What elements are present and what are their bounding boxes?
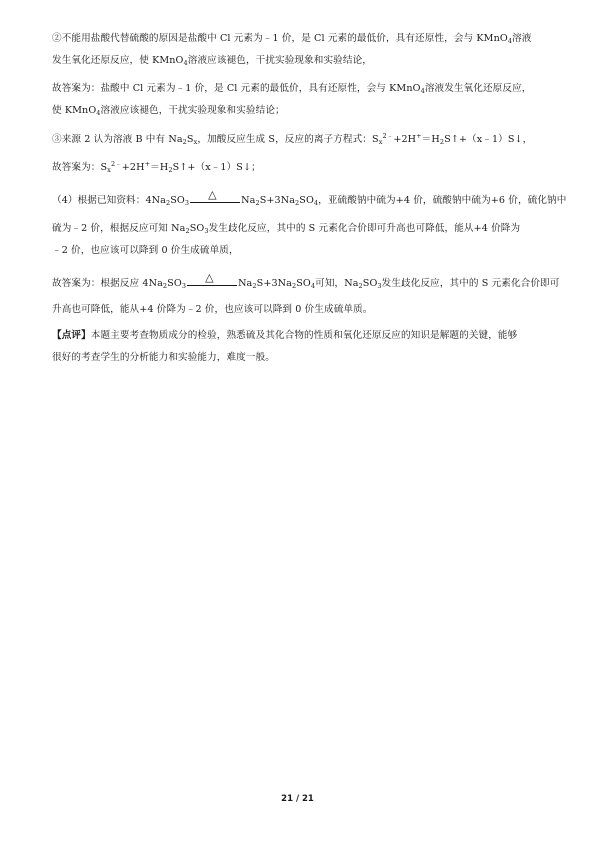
text-segment: 发生歧化反应，其中的 S 元素化合价即可 [381,278,560,289]
text-segment: SO [167,278,182,289]
subscript: 4 [96,109,101,117]
subscript: 2 [255,199,260,207]
superscript: + [144,160,151,168]
text-segment: SO [189,223,205,234]
subscript: 4 [183,59,188,67]
subscript: 4 [310,282,316,290]
text-segment: SO [362,278,378,289]
text-line-4 [52,105,552,117]
subscript: 2 [291,282,297,290]
text-segment: ，亚硫酸钠中硫为+4 价，硫酸钠中硫为+6 价，硫化钠中 [318,195,567,206]
text-segment: （4）根据已知资料：4Na [52,195,166,206]
subscript: 2 [162,282,168,290]
text-segment: 故答案为：S [52,162,108,173]
text-segment: 很好的考查学生的分析能力和实验能力，难度一般。 [52,352,275,363]
text-segment: ＝H [421,134,440,145]
subscript: 4 [507,37,513,45]
text-segment: SO [170,195,185,206]
text-segment: 故答案为：盐酸中 Cl 元素为﹣1 价，是 Cl 元素的最低价，具有还原性，会与 KMnO [52,83,421,94]
reaction-heat-arrow [187,271,237,290]
subscript: x [107,166,111,174]
text-segment: S+3Na [259,195,296,206]
subscript: 4 [313,199,319,207]
text-segment: 溶液应该褪色，干扰实验现象和实验结论； [100,105,285,116]
text-segment: Na [238,278,253,289]
subscript: 2 [295,199,300,207]
reaction-bar [187,285,237,286]
text-segment: S [186,134,194,145]
subscript: 2 [252,282,257,290]
text-segment: +2H [121,162,145,173]
superscript: 2﹣ [382,132,394,140]
reaction-bar [190,202,240,203]
subscript: x [193,138,198,146]
text-line-3 [52,83,552,95]
text-segment: 本题主要考查物质成分的检验，熟悉硫及其化合物的性质和氧化还原反应的知识是解题的关键，能够 [90,330,518,341]
subscript: 2 [358,282,363,290]
subscript: 4 [420,87,425,95]
text-segment: 升高也可降低，能从+4 价降为﹣2 价，也应该可以降到 0 价生成硫单质。 [52,304,373,315]
subscript: 2 [182,138,187,146]
text-segment: ＝H [150,162,169,173]
text-segment: 发生氧化还原反应，使 KMnO [52,55,184,66]
superscript: + [416,132,422,140]
text-segment: +2H [393,134,417,145]
text-segment: S↑+（x﹣1）S↓， [444,134,533,145]
text-line-2 [52,55,552,67]
text-segment: SO [299,195,314,206]
subscript: 2 [165,199,171,207]
text-line-8 [52,223,552,235]
subscript: 3 [181,282,187,290]
text-segment: 溶液发生氧化还原反应， [424,83,532,94]
text-segment: Na [241,195,256,206]
heat-triangle-icon: △ [205,271,214,284]
text-segment: 硫为﹣2 价，根据反应可知 Na [52,223,186,234]
text-segment: 溶液应该褪色，干扰实验现象和实验结论， [187,55,372,66]
text-line-5 [52,134,552,146]
page-number: 21 / 21 [281,794,314,804]
text-segment: 可知，Na [315,278,359,289]
text-segment: ，加酸反应生成 S，反应的离子方程式：S [197,134,379,145]
text-segment: 故答案为：根据反应 4Na [52,278,163,289]
text-line-11 [52,304,552,316]
subscript: 2 [439,138,445,146]
text-segment: ③来源 2 认为溶液 B 中有 Na [52,134,183,145]
text-segment: ②不能用盐酸代替硫酸的原因是盐酸中 Cl 元素为﹣1 价，是 Cl 元素的最低价，具有还原性，会与 KMnO [52,33,508,44]
text-segment: 溶液 [512,33,532,44]
subscript: 3 [377,282,382,290]
superscript: 2﹣ [110,160,122,168]
subscript: 2 [168,166,173,174]
text-line-6 [52,162,552,174]
text-line-12 [52,330,552,342]
subscript: 2 [185,227,190,235]
text-segment: S+3Na [256,278,292,289]
text-segment: 使 KMnO [52,105,97,116]
text-line-13 [52,352,552,364]
subscript: 3 [204,227,209,235]
text-line-1 [52,33,552,45]
text-line-10 [52,271,560,290]
heat-triangle-icon: △ [208,188,217,201]
text-line-7 [52,188,567,207]
reaction-heat-arrow [190,188,240,207]
review-heading: 【点评】 [52,330,91,341]
text-segment: 发生歧化反应，其中的 S 元素化合价即可升高也可降低，能从+4 价降为 [208,223,521,234]
text-segment: SO [296,278,311,289]
text-line-9 [52,245,552,257]
subscript: 3 [184,199,190,207]
subscript: x [378,138,383,146]
text-segment: ﹣2 价，也应该可以降到 0 价生成硫单质， [52,245,239,256]
text-segment: S↑+（x﹣1）S↓； [172,162,261,173]
